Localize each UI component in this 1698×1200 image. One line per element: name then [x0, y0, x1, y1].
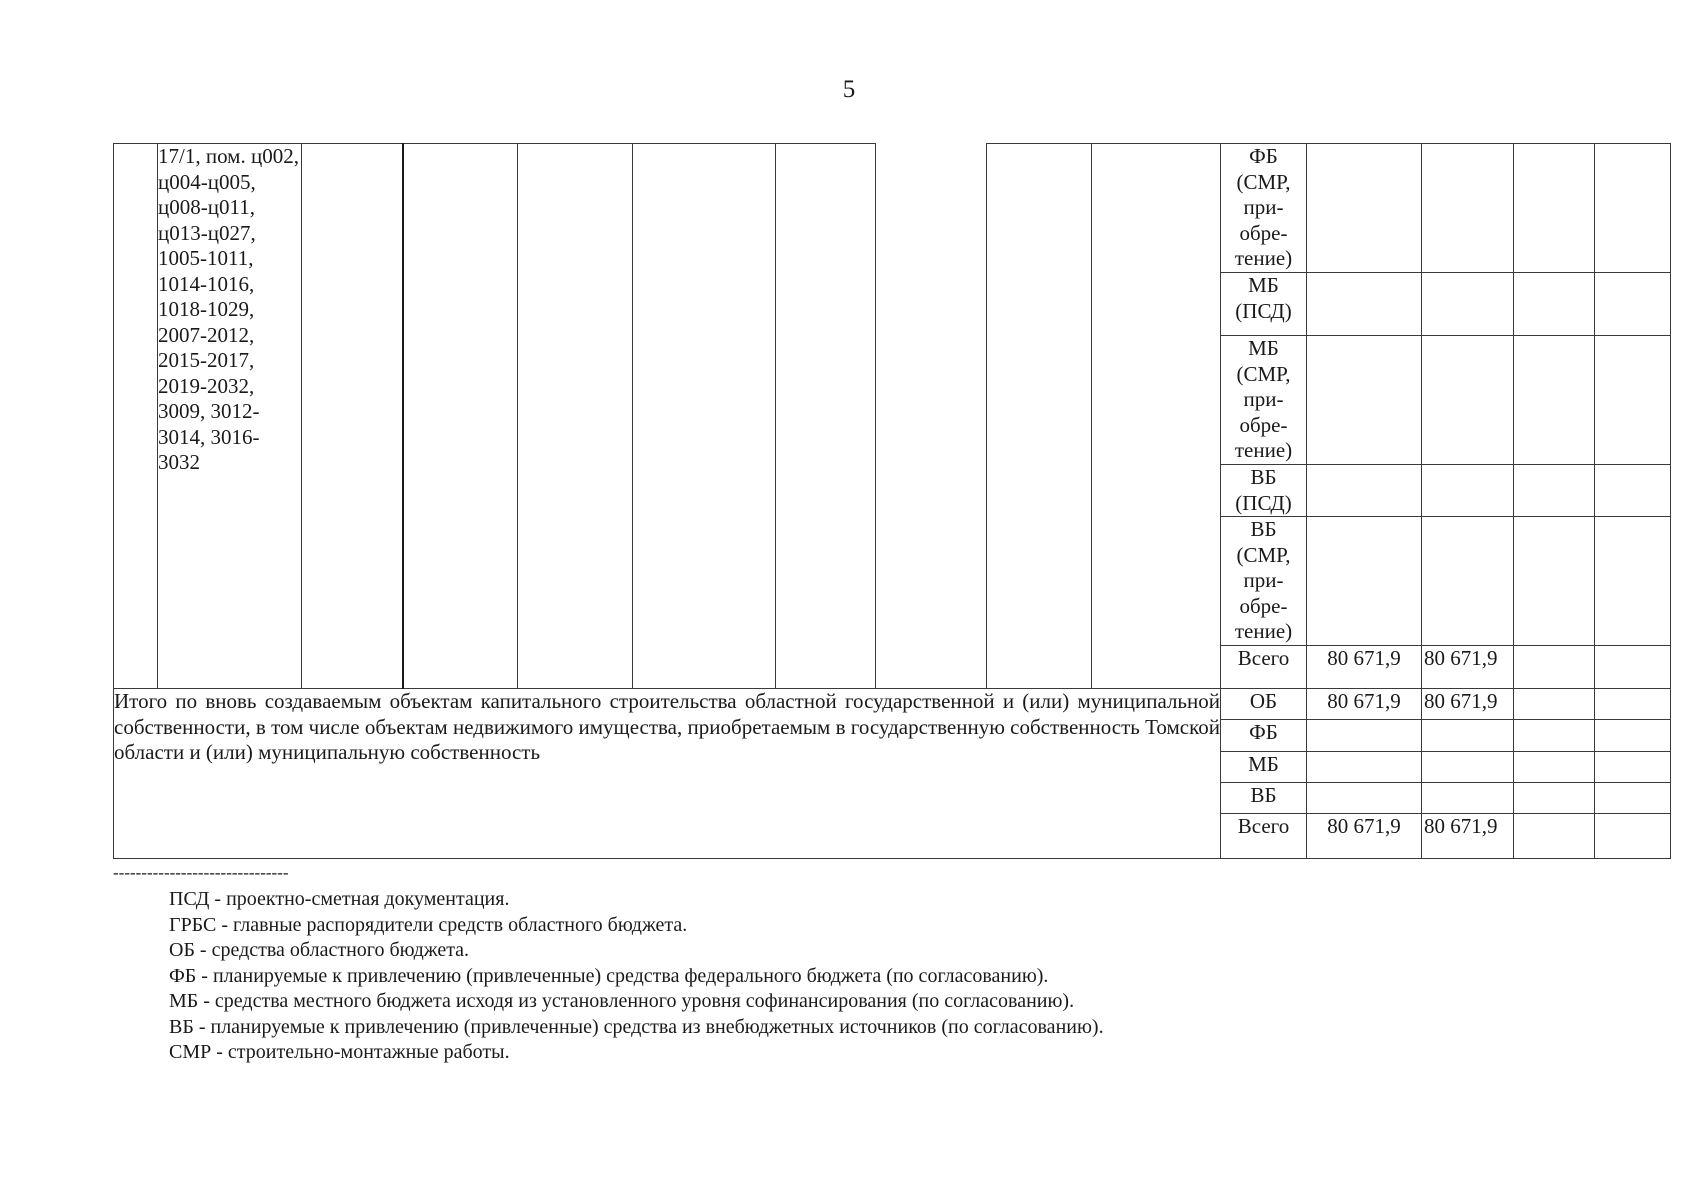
value-cell [1422, 336, 1514, 465]
footnote: ВБ - планируемые к привлечению (привлеченные) средства из внебюджетных источников (по согласованию). [169, 1015, 1104, 1038]
footnote: ГРБС - главные распорядители средств областного бюджета. [169, 913, 688, 936]
funding-source: МБ [1221, 752, 1307, 783]
funding-source: МБ (СМР, при-обре-тение) [1221, 336, 1307, 465]
value-cell [1307, 517, 1422, 646]
value-cell [1514, 814, 1595, 859]
value-cell [1514, 689, 1595, 720]
value-cell: 80 671,9 [1422, 646, 1514, 689]
value-cell [1514, 720, 1595, 752]
cell-empty [518, 144, 633, 689]
cell-empty [876, 144, 987, 689]
value-cell [1595, 336, 1671, 465]
value-cell [1595, 646, 1671, 689]
value-cell [1514, 646, 1595, 689]
value-cell [1422, 752, 1514, 783]
value-cell [1514, 144, 1595, 273]
cell-empty [403, 144, 518, 689]
value-cell [1514, 465, 1595, 517]
value-cell [1422, 273, 1514, 336]
value-cell [1514, 273, 1595, 336]
funding-source: Всего [1221, 646, 1307, 689]
cell-empty [633, 144, 776, 689]
funding-source: ОБ [1221, 689, 1307, 720]
budget-table [113, 143, 1671, 859]
value-cell [1422, 783, 1514, 814]
funding-source: МБ (ПСД) [1221, 273, 1307, 336]
address-cell: 17/1, пом. ц002, ц004-ц005, ц008-ц011, ц013-ц027, 1005-1011, 1014-1016, 1018-1029, 2007-2012, 2015-2017, 2019-2032, 3009, 3012-3014, 3016-3032 [158, 144, 302, 689]
value-cell [1307, 465, 1422, 517]
value-cell [1595, 273, 1671, 336]
value-cell [1595, 720, 1671, 752]
value-cell [1307, 720, 1422, 752]
cell-empty [776, 144, 876, 689]
value-cell: 80 671,9 [1307, 814, 1422, 859]
footnote-separator: ------------------------------- [113, 863, 289, 882]
footnote: МБ - средства местного бюджета исходя из установленного уровня софинансирования (по согласованию). [169, 990, 1075, 1012]
cell-empty [1092, 144, 1221, 689]
value-cell [1514, 336, 1595, 465]
value-cell [1595, 465, 1671, 517]
value-cell [1422, 720, 1514, 752]
value-cell [1307, 336, 1422, 465]
summary-row [114, 689, 1671, 720]
cell-empty [987, 144, 1092, 689]
value-cell [1422, 144, 1514, 273]
footnote: ОБ - средства областного бюджета. [169, 939, 470, 961]
value-cell [1514, 783, 1595, 814]
value-cell: 80 671,9 [1422, 814, 1514, 859]
value-cell [1595, 783, 1671, 814]
page-number: 5 [842, 76, 856, 103]
value-cell [1514, 752, 1595, 783]
value-cell [1422, 465, 1514, 517]
value-cell [1595, 752, 1671, 783]
value-cell [1595, 144, 1671, 273]
funding-source: ФБ [1221, 720, 1307, 752]
value-cell [1595, 689, 1671, 720]
value-cell [1514, 517, 1595, 646]
value-cell: 80 671,9 [1307, 689, 1422, 720]
funding-source: Всего [1221, 814, 1307, 859]
funding-source: ФБ (СМР, при-обре-тение) [1221, 144, 1307, 273]
footnote: ПСД - проектно-сметная документация. [169, 888, 510, 910]
value-cell [1307, 273, 1422, 336]
value-cell: 80 671,9 [1307, 646, 1422, 689]
value-cell [1307, 144, 1422, 273]
cell-empty [302, 144, 403, 689]
value-cell [1595, 517, 1671, 646]
footnotes-list [169, 887, 1104, 1066]
value-cell [1307, 752, 1422, 783]
funding-source: ВБ (СМР, при-обре-тение) [1221, 517, 1307, 646]
footnote: СМР - строительно-монтажные работы. [169, 1041, 510, 1063]
value-cell [1422, 517, 1514, 646]
summary-label: Итого по вновь создаваемым объектам капитального строительства областной государственной и (или) муниципальной собственности, в том числе объектам недвижимого имущества, приобретаемым в государственную собственность Томской области и (или) муниципальную собственность [114, 689, 1221, 859]
footnote: ФБ - планируемые к привлечению (привлеченные) средства федерального бюджета (по согласованию). [169, 964, 1049, 987]
funding-source: ВБ [1221, 783, 1307, 814]
object-row [114, 144, 1671, 273]
value-cell [1307, 783, 1422, 814]
value-cell [1595, 814, 1671, 859]
cell-number [114, 144, 158, 689]
funding-source: ВБ (ПСД) [1221, 465, 1307, 517]
value-cell: 80 671,9 [1422, 689, 1514, 720]
